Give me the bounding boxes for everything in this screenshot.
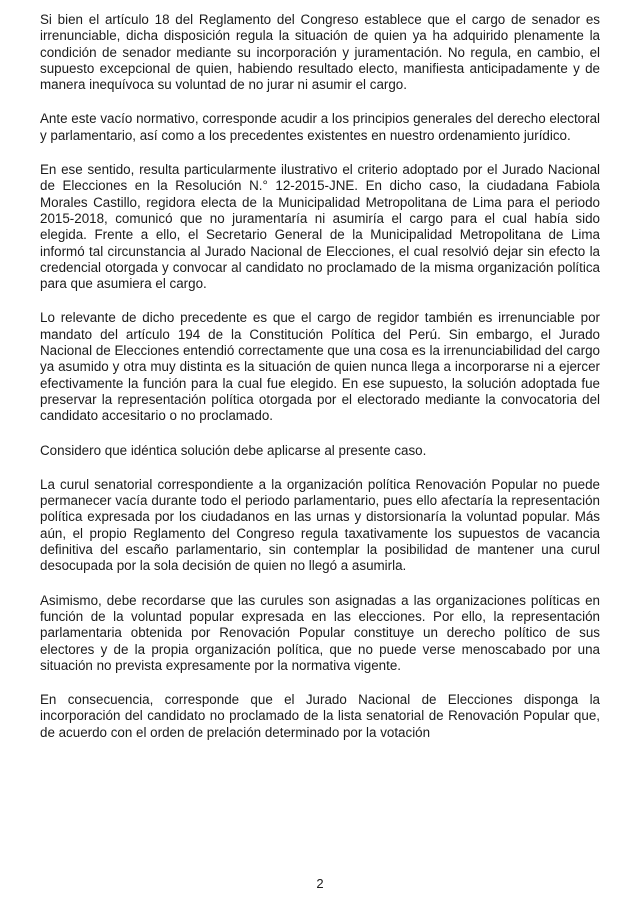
paragraph-4: Lo relevante de dicho precedente es que el cargo de regidor también es irrenunciable por mandato del artículo 194 de la Constitución Política del Perú. Sin embargo, el Jurado Nacional de Elecciones entendió correctamente que una cosa es la irrenunciabilidad del cargo ya asumido y otra muy distinta es la situación de quien nunca llega a incorporarse ni a ejercer efectivamente la función para la cual fue elegido. En ese supuesto, la solución adoptada fue preservar la representación política otorgada por el electorado mediante la convocatoria del candidato accesitario o no proclamado. [40, 310, 600, 424]
paragraph-7: Asimismo, debe recordarse que las curules son asignadas a las organizaciones políticas en función de la voluntad popular expresada en las elecciones. Por ello, la representación parlamentaria obtenida por Renovación Popular constituye un derecho político de sus electores y de la propia organización política, que no puede verse menoscabado por una situación no prevista expresamente por la normativa vigente. [40, 592, 600, 673]
page-number: 2 [316, 876, 324, 891]
paragraph-1: Si bien el artículo 18 del Reglamento del Congreso establece que el cargo de senador es irrenunciable, dicha disposición regula la situación de quien ya ha adquirido plenamente la condición de senador mediante su incorporación y juramentación. No regula, en cambio, el supuesto excepcional de quien, habiendo resultado electo, manifiesta anticipadamente y de manera inequívoca su voluntad de no jurar ni asumir el cargo. [40, 12, 600, 93]
paragraph-5: Considero que idéntica solución debe aplicarse al presente caso. [40, 442, 427, 458]
document-body [40, 12, 600, 759]
paragraph-3: En ese sentido, resulta particularmente ilustrativo el criterio adoptado por el Jurado Nacional de Elecciones en la Resolución N.° 12-2015-JNE. En dicho caso, la ciudadana Fabiola Morales Castillo, regidora electa de la Municipalidad Metropolitana de Lima para el periodo 2015-2018, comunicó que no juramentaría ni asumiría el cargo para el cual había sido elegida. Frente a ello, el Secretario General de la Municipalidad Metropolitana de Lima informó tal circunstancia al Jurado Nacional de Elecciones, el cual resolvió dejar sin efecto la credencial otorgada y convocar al candidato no proclamado de la misma organización política para que asumiera el cargo. [40, 162, 600, 292]
paragraph-2: Ante este vacío normativo, corresponde acudir a los principios generales del derecho electoral y parlamentario, así como a los precedentes existentes en nuestro ordenamiento jurídico. [40, 111, 600, 143]
paragraph-8: En consecuencia, corresponde que el Jurado Nacional de Elecciones disponga la incorporación del candidato no proclamado de la lista senatorial de Renovación Popular que, de acuerdo con el orden de prelación determinado por la votación [40, 692, 600, 740]
paragraph-6: La curul senatorial correspondiente a la organización política Renovación Popular no puede permanecer vacía durante todo el periodo parlamentario, pues ello afectaría la representación política expresada por los ciudadanos en las urnas y distorsionaría la voluntad popular. Más aún, el propio Reglamento del Congreso regula taxativamente los supuestos de vacancia definitiva del escaño parlamentario, sin contemplar la posibilidad de mantener una curul desocupada por la sola decisión de quien no llegó a asumirla. [40, 476, 600, 574]
